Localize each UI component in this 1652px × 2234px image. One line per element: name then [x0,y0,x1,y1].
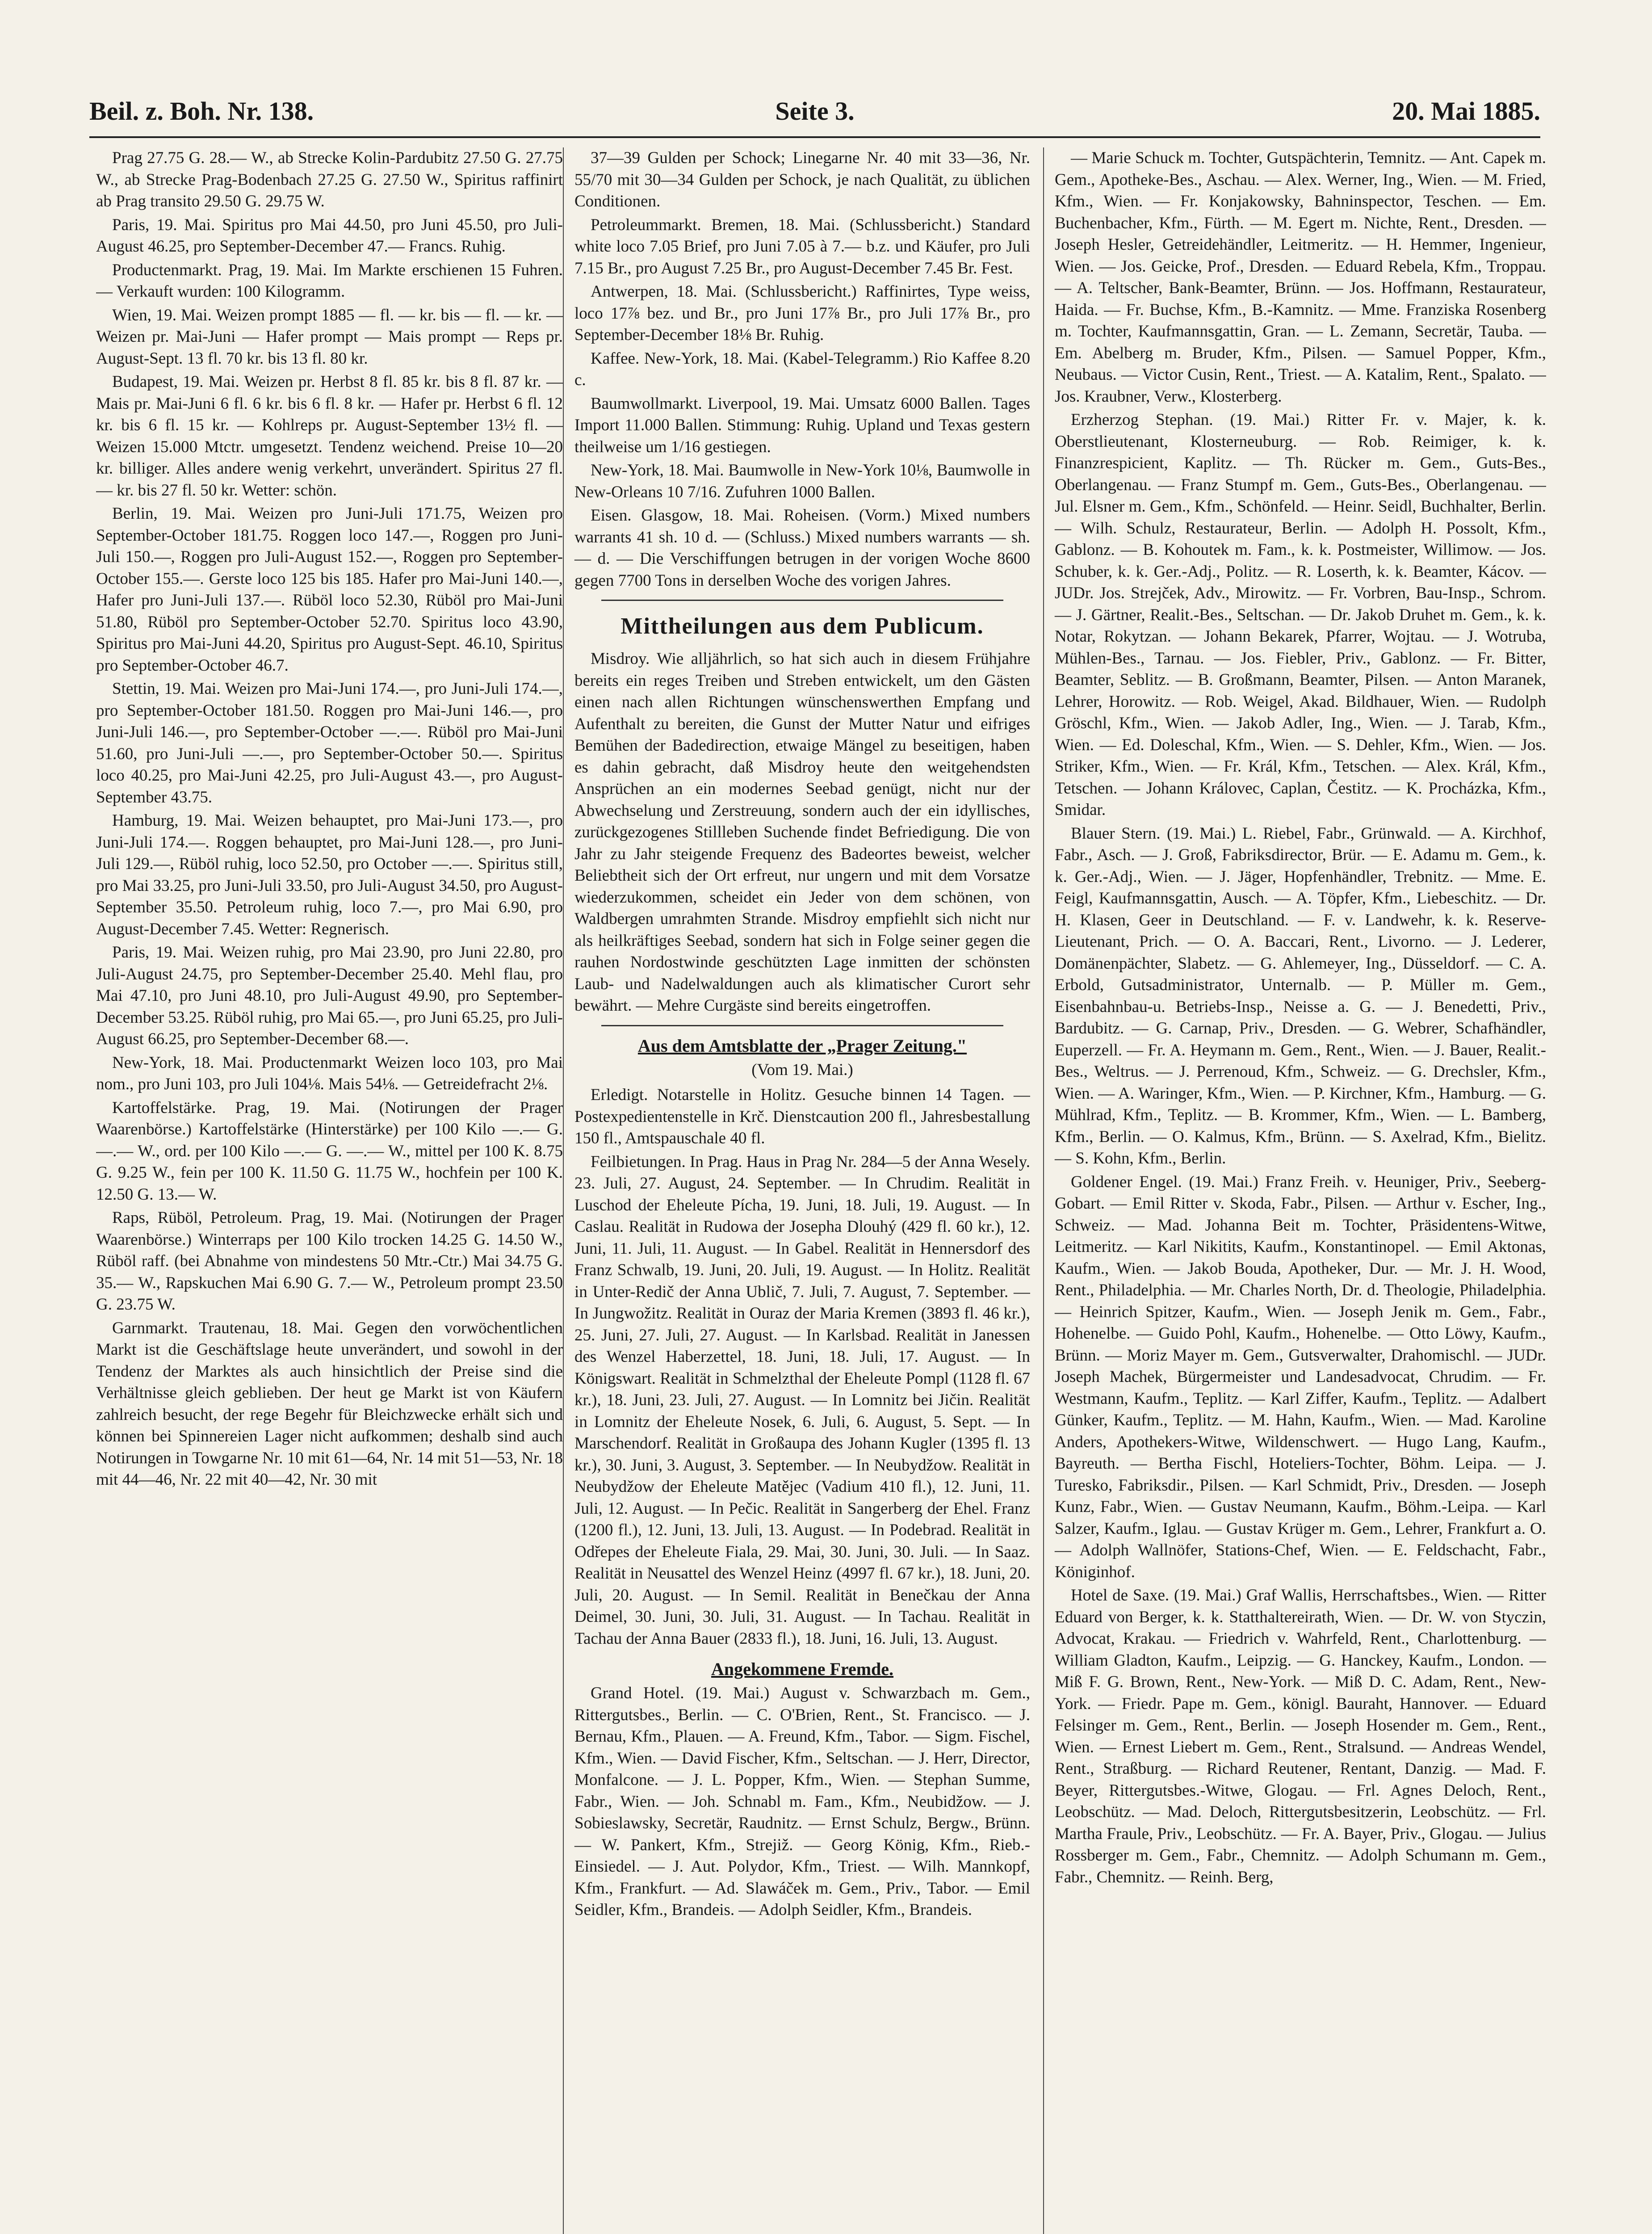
arrivals-paragraph: Hotel de Saxe. (19. Mai.) Graf Wallis, Herrschaftsbes., Wien. — Ritter Eduard von Berger, k. k. Statthaltereirath, Wien. — Dr. W. von Styczin, Advocat, Krakau. — Friedrich v. Wahrfeld, Rent., Charlottenburg. — William Gladton, Kaufm., Leipzig. — G. Hanckey, Kaufm., London. — Miß F. G. Brown, Rent., New-York. — Miß D. C. Adam, Rent., New-York. — Friedr. Pape m. Gem., königl. Bauraht, Hannover. — Eduard Felsinger m. Gem., Rent., Berlin. — Joseph Hosender m. Gem., Rent., Wien. — Ernest Liebert m. Gem., Rent., Stralsund. — Andreas Wendel, Rent., Straßburg. — Richard Reutener, Rentant, Danzig. — Mad. F. Beyer, Rittergutsbes.-Witwe, Glogau. — Frl. Agnes Deloch, Rent., Leobschütz. — Mad. Deloch, Rittergutsbesitzerin, Leobschütz. — Frl. Martha Fraule, Priv., Leobschütz. — Fr. A. Bayer, Priv., Glogau. — Julius Rossberger m. Gem., Fabr., Chemnitz. — Adolph Schumann m. Gem., Fabr., Chemnitz. — Reinh. Berg, [1055,1586,1546,1886]
arrivals-paragraph: — Marie Schuck m. Tochter, Gutspächterin, Temnitz. — Ant. Capek m. Gem., Apotheke-Bes., Aschau. — Alex. Werner, Ing., Wien. — M. Fried, Kfm., Wien. — Fr. Konjakowsky, Bahninspector, Teschen. — Em. Buchenbacher, Kfm., Fürth. — M. Egert m. Nichte, Rent., Dresden. — Joseph Hesler, Getreidehändler, Leitmeritz. — H. Hemmer, Ingenieur, Wien. — Jos. Geicke, Prof., Dresden. — Eduard Rebela, Kfm., Troppau. — A. Teltscher, Bank-Beamter, Brünn. — Jos. Hoffmann, Restaurateur, Haida. — Fr. Buchse, Kfm., B.-Kamnitz. — Mme. Franziska Rosenberg m. Tochter, Kaufmannsgattin, Gran. — L. Zemann, Secretär, Tauba. — Em. Abelberg m. Bruder, Kfm., Pilsen. — Samuel Popper, Kfm., Neubaus. — Victor Cusin, Rent., Triest. — A. Katalim, Rent., Spalato. — Jos. Kraubner, Verw., Klosterberg. [1055,149,1546,406]
section-divider [601,1025,1003,1026]
market-paragraph: Berlin, 19. Mai. Weizen pro Juni-Juli 171.75, Weizen pro September-October 181.75. Roggen loco 147.—, Roggen pro Juni-Juli 150.—, Roggen pro Juli-August 152.—, Roggen pro September-October 155.—. Gerste loco 125 bis 185. Hafer pro Mai-Juni 140.—, Hafer pro Juni-Juli 137.—. Rüböl loco 52.30, Rüböl pro Mai-Juni 51.80, Rüböl pro September-October 52.70. Spiritus loco 43.90, Spiritus pro Mai-Juni 44.20, Spiritus pro August-Sept. 46.10, Spiritus pro September-October 46.7. [96,504,563,675]
page-number: Seite 3. [775,97,855,126]
arrivals-paragraph: Blauer Stern. (19. Mai.) L. Riebel, Fabr., Grünwald. — A. Kirchhof, Fabr., Asch. — J. Groß, Fabriksdirector, Brür. — E. Adamu m. Gem., k. k. Ger.-Adj., Wien. — J. Jäger, Hopfenhändler, Trebnitz. — Mme. E. Feigl, Kaufmannsgattin, Ausch. — A. Töpfer, Kfm., Liebeschitz. — Dr. H. Klasen, Geer in Deutschland. — F. v. Landwehr, k. k. Reserve-Lieutenant, Prich. — O. A. Baccari, Rent., Livorno. — J. Lederer, Domänenpächter, Slabetz. — G. Ahlemeyer, Ing., Düsseldorf. — C. A. Erbold, Gutsadministrator, Unternalb. — P. Müller m. Gem., Eisenbahnbau-u. Betriebs-Insp., Neisse a. G. — J. Benedetti, Priv., Bardubitz. — G. Carnap, Priv., Dresden. — G. Webrer, Schafhändler, Euperzell. — Fr. A. Heymann m. Gem., Rent., Wien. — J. Bauer, Realit.-Bes., Weltrus. — J. Perrenoud, Kfm., Schweiz. — G. Drechsler, Kfm., Wien. — A. Waringer, Kfm., Wien. — P. Kirchner, Kfm., Hamburg. — G. Mühlrad, Kfm., Teplitz. — B. Krommer, Kfm., Wien. — L. Bamberg, Kfm., Berlin. — O. Kalmus, Kfm., Brünn. — S. Axelrad, Kfm., Bielitz. — S. Kohn, Kfm., Berlin. [1055,824,1546,1167]
arrivals-paragraph: Goldener Engel. (19. Mai.) Franz Freih. v. Heuniger, Priv., Seeberg-Gobart. — Emil Ritter v. Skoda, Fabr., Pilsen. — Arthur v. Escher, Ing., Schweiz. — Mad. Johanna Beit m. Tochter, Präsidentens-Witwe, Leitmeritz. — Karl Nikitits, Kaufm., Konstantinopel. — Emil Aktonas, Kaufm., Wien. — Jakob Bouda, Apotheker, Dur. — Mr. J. H. Wood, Rent., Philadelphia. — Mr. Charles North, Dr. d. Theologie, Philadelphia. — Heinrich Spitzer, Kaufm., Wien. — Joseph Jenik m. Gem., Fabr., Hohenelbe. — Guido Pohl, Kaufm., Hohenelbe. — Otto Löwy, Kaufm., Brünn. — Moriz Mayer m. Gem., Gutsverwalter, Drahomischl. — JUDr. Joseph Machek, Bürgermeister und Landesadvocat, Chrudim. — Fr. Westmann, Kaufm., Teplitz. — Karl Ziffer, Kaufm., Teplitz. — Adalbert Günker, Kaufm., Teplitz. — M. Hahn, Kaufm., Wien. — Mad. Karoline Anders, Apothekers-Witwe, Wildenschwert. — Hugo Lang, Kaufm., Bayreuth. — Bertha Fischl, Hoteliers-Tochter, Böhm. Leipa. — J. Turesko, Fabriksdir., Pilsen. — Karl Schmidt, Priv., Dresden. — Joseph Kunz, Fabr., Wien. — Gustav Neumann, Kaufm., Böhm.-Leipa. — Karl Salzer, Kaufm., Iglau. — Gustav Krüger m. Gem., Lehrer, Frankfurt a. O. — Adolph Wallnöfer, Stations-Chef, Wien. — E. Feldschacht, Fabr., Königinhof. [1055,1172,1546,1581]
market-paragraph: New-York, 18. Mai. Baumwolle in New-York 10⅛, Baumwolle in New-Orleans 10 7/16. Zufuhren 1000 Ballen. [574,461,1030,501]
section-divider [601,600,1003,601]
market-paragraph: Paris, 19. Mai. Weizen ruhig, pro Mai 23.90, pro Juni 22.80, pro Juli-August 24.75, pro September-December 25.40. Mehl flau, pro Mai 47.10, pro Juni 48.10, pro Juli-August 49.90, pro September-December 53.25. Rüböl ruhig, pro Mai 65.—, pro Juni 65.25, pro Juli-August 66.25, pro September-December 68.—. [96,943,563,1048]
amtsblatt-heading: Aus dem Amtsblatte der „Prager Zeitung." [637,1035,967,1056]
market-paragraph: New-York, 18. Mai. Productenmarkt Weizen loco 103, pro Mai nom., pro Juni 103, pro Juli 104⅛. Mais 54⅛. — Getreidefracht 2⅛. [96,1053,563,1093]
section-heading: Mittheilungen aus dem Publicum. [621,613,984,639]
market-paragraph: Raps, Rüböl, Petroleum. Prag, 19. Mai. (Notirungen der Prager Waarenbörse.) Winterraps per 100 Kilo trocken 14.25 G. 14.50 W., Rüböl raff. (bei Abnahme von mindestens 50 Mtr.-Ctr.) Mai 34.75 G. 35.— W., Rapskuchen Mai 6.90 G. 7.— W., Petroleum prompt 23.50 G. 23.75 W. [96,1209,563,1314]
market-paragraph: Kaffee. New-York, 18. Mai. (Kabel-Telegramm.) Rio Kaffee 8.20 c. [574,349,1030,389]
market-paragraph: Wien, 19. Mai. Weizen prompt 1885 — fl. — kr. bis — fl. — kr. — Weizen pr. Mai-Juni — Hafer prompt — Mais prompt — Reps pr. August-Sept. 13 fl. 70 kr. bis 13 fl. 80 kr. [96,306,563,368]
amtsblatt-date: (Vom 19. Mai.) [751,1060,853,1079]
market-paragraph: Hamburg, 19. Mai. Weizen behauptet, pro Mai-Juni 173.—, pro Juni-Juli 174.—. Roggen behauptet, pro Mai-Juni 128.—, pro Juni-Juli 129.—, Rüböl ruhig, loco 52.50, pro October —.—. Spiritus still, pro Mai 33.25, pro Juni-Juli 33.50, pro Juli-August 34.50, pro August-September 35.50. Petroleum ruhig, loco 7.—, pro Mai 6.90, pro August-December 7.45. Wetter: Regnerisch. [96,811,563,938]
market-paragraph: Baumwollmarkt. Liverpool, 19. Mai. Umsatz 6000 Ballen. Tages Import 11.000 Ballen. Stimmung: Ruhig. Upland und Texas gestern theilweise um 1/16 gestiegen. [574,394,1030,456]
page-header [89,96,1540,132]
supplement-label: Beil. z. Boh. Nr. 138. [89,97,314,126]
header-rule [89,136,1540,138]
column-arrivals [1043,147,1546,2234]
article-paragraph: Misdroy. Wie alljährlich, so hat sich auch in diesem Frühjahre bereits ein reges Treiben und Streben entwickelt, um den Gästen einen nach allen Richtungen wünschenswerthen Empfang und Aufenthalt zu bereiten, die Gunst der Mutter Natur und eifriges Bemühen der Badedirection, etwaige Mängel zu beseitigen, haben es dahin gebracht, daß Misdroy heute den weitgehendsten Ansprüchen an ein modernes Seebad genügt, nicht nur der Abwechselung und Zerstreuung, sondern auch der ein idyllisches, zurückgezogenes Stillleben Suchende findet Befriedigung. Die von Jahr zu Jahr steigende Frequenz des Badeortes beweist, welcher Beliebtheit sich der Ort erfreut, nur ungern und mit dem Vorsatze wiederzukommen, scheidet ein Jeder von dem schönen, von Waldbergen umrahmten Strande. Misdroy empfiehlt sich nicht nur als heilkräftiges Seebad, sondern hat sich in Folge seiner gegen die rauhen Nordostwinde geschützten Lage inmitten der schönsten Laub- und Nadelwaldungen auch als klimatischer Curort sehr bewährt. — Mehre Curgäste sind bereits eingetroffen. [574,650,1030,1015]
market-paragraph: 37—39 Gulden per Schock; Linegarne Nr. 40 mit 33—36, Nr. 55/70 mit 30—34 Gulden per Schock, je nach Qualität, zu üblichen Conditionen. [574,149,1030,210]
issue-date: 20. Mai 1885. [1392,97,1540,126]
market-paragraph: Prag 27.75 G. 28.— W., ab Strecke Kolin-Pardubitz 27.50 G. 27.75 W., ab Strecke Prag-Bodenbach 27.25 G. 27.50 W., Spiritus raffinirt ab Prag transito 29.50 G. 29.75 W. [96,149,563,210]
market-paragraph: Petroleummarkt. Bremen, 18. Mai. (Schlussbericht.) Standard white loco 7.05 Brief, pro Juni 7.05 à 7.— b.z. und Käufer, pro Juli 7.15 Br., pro August 7.25 Br., pro August-December 7.45 Br. Fest. [574,215,1030,277]
market-paragraph: Kartoffelstärke. Prag, 19. Mai. (Notirungen der Prager Waarenbörse.) Kartoffelstärke (Hinterstärke) per 100 Kilo —.— G. —.— W., ord. per 100 Kilo —.— G. —.— W., mittel per 100 K. 8.75 G. 9.25 W., fein per 100 K. 11.50 G. 11.75 W., hochfein per 100 K. 12.50 G. 13.— W. [96,1098,563,1204]
arrivals-paragraph: Grand Hotel. (19. Mai.) August v. Schwarzbach m. Gem., Rittergutsbes., Berlin. — C. O'Brien, Rent., St. Francisco. — J. Bernau, Kfm., Plauen. — A. Freund, Kfm., Tabor. — Sigm. Fischel, Kfm., Wien. — David Fischer, Kfm., Seltschan. — J. Herr, Director, Monfalcone. — J. L. Popper, Kfm., Wien. — Stephan Summe, Fabr., Wien. — Joh. Schnabl m. Fam., Kfm., Neubidžow. — J. Sobieslawsky, Secretär, Raudnitz. — Ernst Schulz, Bergw., Brünn. — W. Pankert, Kfm., Strejiž. — Georg König, Kfm., Rieb.-Einsiedel. — J. Aut. Polydor, Kfm., Triest. — Wilh. Mannkopf, Kfm., Frankfurt. — Ad. Slawáček m. Gem., Priv., Tabor. — Emil Seidler, Kfm., Brandeis. — Adolph Seidler, Kfm., Brandeis. [574,1684,1030,1919]
market-paragraph: Antwerpen, 18. Mai. (Schlussbericht.) Raffinirtes, Type weiss, loco 17⅞ bez. und Br., pro Juni 17⅞ Br., pro Juli 17⅞ Br., pro September-December 18⅛ Br. Ruhig. [574,282,1030,344]
market-paragraph: Productenmarkt. Prag, 19. Mai. Im Markte erschienen 15 Fuhren. — Verkauft wurden: 100 Kilogramm. [96,260,563,301]
market-paragraph: Budapest, 19. Mai. Weizen pr. Herbst 8 fl. 85 kr. bis 8 fl. 87 kr. — Mais pr. Mai-Juni 6 fl. 6 kr. bis 6 fl. 8 kr. — Hafer pr. Herbst 6 fl. 12 kr. bis 6 fl. 15 kr. — Kohlreps pr. August-September 13½ fl. — Weizen 15.000 Mtctr. umgesetzt. Tendenz weichend. Preise 10—20 kr. billiger. Alles andere wenig verkehrt, unverändert. Spiritus 27 fl. — kr. bis 27 fl. 50 kr. Wetter: schön. [96,373,563,500]
arrivals-heading: Angekommene Fremde. [711,1659,894,1679]
notice-paragraph: Erledigt. Notarstelle in Holitz. Gesuche binnen 14 Tagen. — Postexpedientenstelle in Krč. Dienstcaution 200 fl., Jahresbestallung 150 fl., Amtspauschale 40 fl. [574,1086,1030,1147]
arrivals-paragraph: Erzherzog Stephan. (19. Mai.) Ritter Fr. v. Majer, k. k. Oberstlieutenant, Klosterneuburg. — Rob. Reimiger, k. k. Finanzrespicient, Kaplitz. — Th. Rücker m. Gem., Guts-Bes., Oberlangenau. — Franz Stumpf m. Gem., Guts-Bes., Oberlangenau. — Jul. Elsner m. Gem., Kfm., Schönfeld. — Heinr. Seidl, Buchhalter, Berlin. — Wilh. Schulz, Restaurateur, Berlin. — Adolph H. Possolt, Kfm., Gablonz. — B. Kohoutek m. Fam., k. k. Postmeister, Willimow. — Jos. Schuber, k. k. Ger.-Adj., Politz. — R. Loserth, k. k. Beamter, Kácov. — JUDr. Jos. Strejček, Adv., Mirowitz. — Fr. Vorbren, Bau-Insp., Schrom. — J. Gärtner, Realit.-Bes., Seltschan. — Dr. Jakob Druhet m. Gem., k. k. Notar, Rokytzan. — Johann Bekarek, Pfarrer, Wojtau. — J. Wotruba, Mühlen-Bes., Tarnau. — Jos. Fiebler, Priv., Gablonz. — Fr. Bitter, Beamter, Seblitz. — B. Großmann, Beamter, Pilsen. — Anton Maranek, Lehrer, Horowitz. — Rob. Weigel, Akad. Bildhauer, Wien. — Rudolph Gröschl, Kfm., Wien. — Jakob Adler, Ing., Wien. — J. Tarab, Kfm., Wien. — Ed. Doleschal, Kfm., Wien. — S. Dehler, Kfm., Wien. — Jos. Striker, Kfm., Wien. — Fr. Král, Kfm., Tetschen. — Alex. Král, Kfm., Tetschen. — Johann Královec, Caplan, Čestitz. — K. Procházka, Kfm., Smidar. [1055,411,1546,819]
column-middle [563,147,1030,2234]
market-paragraph: Stettin, 19. Mai. Weizen pro Mai-Juni 174.—, pro Juni-Juli 174.—, pro September-October 181.50. Roggen pro Mai-Juni 146.—, pro Juni-Juli 146.—, pro September-October —.—. Rüböl pro Mai-Juni 51.60, pro Juni-Juli —.—, pro September-October 50.—. Spiritus loco 40.25, pro Mai-Juni 42.25, pro Juli-August 43.—, pro August-September 43.75. [96,680,563,806]
notice-paragraph: Feilbietungen. In Prag. Haus in Prag Nr. 284—5 der Anna Wesely. 23. Juli, 27. August, 24. September. — In Chrudim. Realität in Luschod der Eheleute Pícha, 19. Juni, 18. Juli, 19. August. — In Caslau. Realität in Rudowa der Josepha Dlouhý (429 fl. 60 kr.), 12. Juni, 11. Juli, 11. August. — In Gabel. Realität in Hennersdorf des Franz Schwalb, 19. Juni, 20. Juli, 19. August. — In Holitz. Realität in Unter-Redič der Anna Ublič, 7. Juli, 7. August, 7. September. — In Jungwožitz. Realität in Ouraz der Maria Kremen (3893 fl. 46 kr.), 25. Juni, 27. Juli, 27. August. — In Karlsbad. Realität in Janessen des Wenzel Haberzettel, 18. Juni, 18. Juli, 17. August. — In Königswart. Realität in Schmelzthal der Eheleute Pompl (1128 fl. 67 kr.), 18. Juni, 23. Juli, 27. August. — In Lomnitz bei Jičin. Realität in Lomnitz der Eheleute Nosek, 6. Juli, 6. August, 5. Sept. — In Marschendorf. Realität in Großaupa des Johann Kugler (1395 fl. 13 kr.), 30. Juni, 3. August, 3. September. — In Neubydžow. Realität in Neubydžow der Eheleute Matějec (Vadium 410 fl.), 12. Juni, 11. Juli, 12. August. — In Pečic. Realität in Sangerberg der Ehel. Franz (1200 fl.), 12. Juni, 13. Juli, 13. August. — In Podebrad. Realität in Odřepes der Eheleute Fiala, 29. Mai, 30. Juni, 30. Juli. — In Saaz. Realität in Neusattel des Wenzel Heinz (4997 fl. 67 kr.), 18. Juni, 20. Juli, 20. August. — In Semil. Realität in Benečkau der Anna Deimel, 30. Juni, 30. Juli, 31. August. — In Tachau. Realität in Tachau der Anna Bauer (2833 fl.), 18. Juni, 16. Juli, 13. August. [574,1152,1030,1648]
market-paragraph: Garnmarkt. Trautenau, 18. Mai. Gegen den vorwöchentlichen Markt ist die Geschäftslage heute unverändert, und sowohl in der Tendenz der Marktes als auch hinsichtlich der Preise sind die Verhältnisse gleich geblieben. Der heut ge Markt ist von Käufern zahlreich besucht, der rege Begehr für Bleichzwecke erhält sich und können bei Spinnereien Lager nicht aufkommen; deshalb sind auch Notirungen in Towgarne Nr. 10 mit 61—64, Nr. 14 mit 51—53, Nr. 18 mit 44—46, Nr. 22 mit 40—42, Nr. 30 mit [96,1319,563,1489]
market-paragraph: Eisen. Glasgow, 18. Mai. Roheisen. (Vorm.) Mixed numbers warrants 41 sh. 10 d. — (Schluss.) Mixed numbers warrants — sh. — d. — Die Verschiffungen betrugen in der vorigen Woche 8600 gegen 7700 Tons in derselben Woche des vorigen Jahres. [574,506,1030,590]
column-market-reports [96,147,563,2234]
market-paragraph: Paris, 19. Mai. Spiritus pro Mai 44.50, pro Juni 45.50, pro Juli-August 46.25, pro September-December 47.— Francs. Ruhig. [96,215,563,256]
